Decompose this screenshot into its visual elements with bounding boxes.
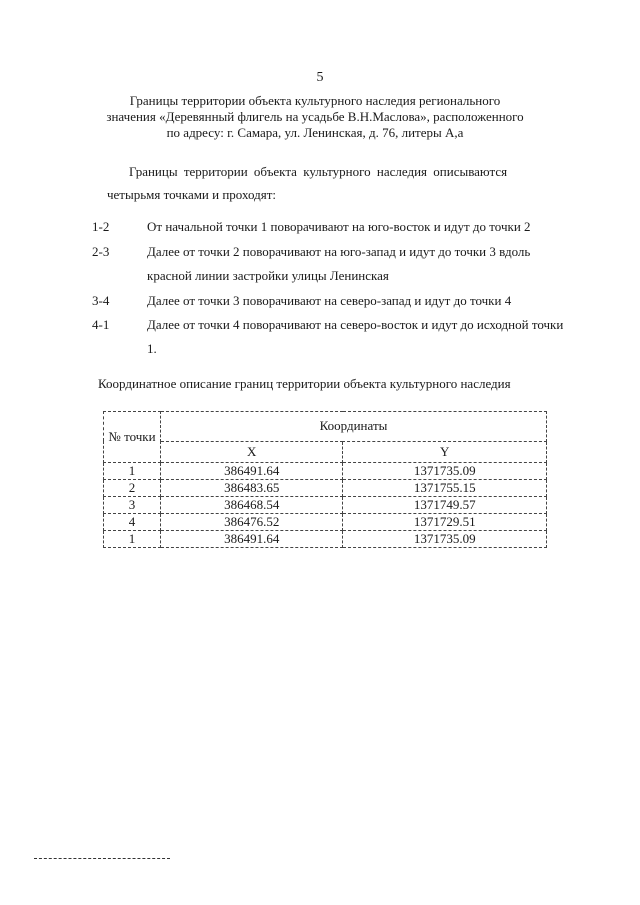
point-number-cell: 2 xyxy=(104,480,161,497)
x-coordinate-cell: 386491.64 xyxy=(161,463,343,480)
segment-code: 3-4 xyxy=(92,293,110,308)
point-number-cell: 3 xyxy=(104,497,161,514)
point-number-header: № точки xyxy=(104,412,161,463)
y-coordinate-cell: 1371735.09 xyxy=(343,531,547,548)
point-number-cell: 1 xyxy=(104,531,161,548)
title-line-3: по адресу: г. Самара, ул. Ленинская, д. 76, литеры А,а xyxy=(166,125,464,140)
coordinates-table xyxy=(103,411,547,548)
segment-code: 1-2 xyxy=(92,219,110,234)
title-line-2: значения «Деревянный флигель на усадьбе В.Н.Маслова», расположенного xyxy=(106,109,524,124)
x-coordinate-cell: 386468.54 xyxy=(161,497,343,514)
y-coordinate-cell: 1371735.09 xyxy=(343,463,547,480)
point-number-cell: 4 xyxy=(104,514,161,531)
segment-code: 4-1 xyxy=(92,317,110,332)
table-row xyxy=(104,463,547,480)
intro-line-2: четырьмя точками и проходят: xyxy=(107,187,276,202)
y-coordinate-cell: 1371729.51 xyxy=(343,514,547,531)
intro-paragraph xyxy=(107,160,547,206)
table-row xyxy=(104,531,547,548)
x-coordinate-cell: 386476.52 xyxy=(161,514,343,531)
table-row xyxy=(104,480,547,497)
y-coordinate-cell: 1371749.57 xyxy=(343,497,547,514)
y-column-header: Y xyxy=(343,441,547,462)
page-number: 5 xyxy=(316,70,324,85)
segment-code: 2-3 xyxy=(92,244,110,259)
segment-description: Далее от точки 4 поворачивают на северо-восток и идут до исходной точки 1. xyxy=(147,317,564,356)
segment-description: Далее от точки 3 поворачивают на северо-запад и идут до точки 4 xyxy=(147,293,512,308)
coordinates-header: Координаты xyxy=(161,412,547,442)
footnote-divider xyxy=(34,858,170,859)
segment-description: От начальной точки 1 поворачивают на юго-восток и идут до точки 2 xyxy=(147,219,531,234)
table-row xyxy=(104,514,547,531)
x-column-header: X xyxy=(161,441,343,462)
x-coordinate-cell: 386491.64 xyxy=(161,531,343,548)
document-title xyxy=(95,93,535,141)
segment-description: Далее от точки 2 поворачивают на юго-запад и идут до точки 3 вдоль красной линии застройки улицы Ленинская xyxy=(147,244,531,283)
coordinates-heading: Координатное описание границ территории объекта культурного наследия xyxy=(98,376,511,391)
point-number-cell: 1 xyxy=(104,463,161,480)
title-line-1: Границы территории объекта культурного наследия регионального xyxy=(129,93,501,108)
x-coordinate-cell: 386483.65 xyxy=(161,480,343,497)
intro-line-1: Границы территории объекта культурного наследия описываются xyxy=(129,164,508,179)
table-row xyxy=(104,497,547,514)
y-coordinate-cell: 1371755.15 xyxy=(343,480,547,497)
